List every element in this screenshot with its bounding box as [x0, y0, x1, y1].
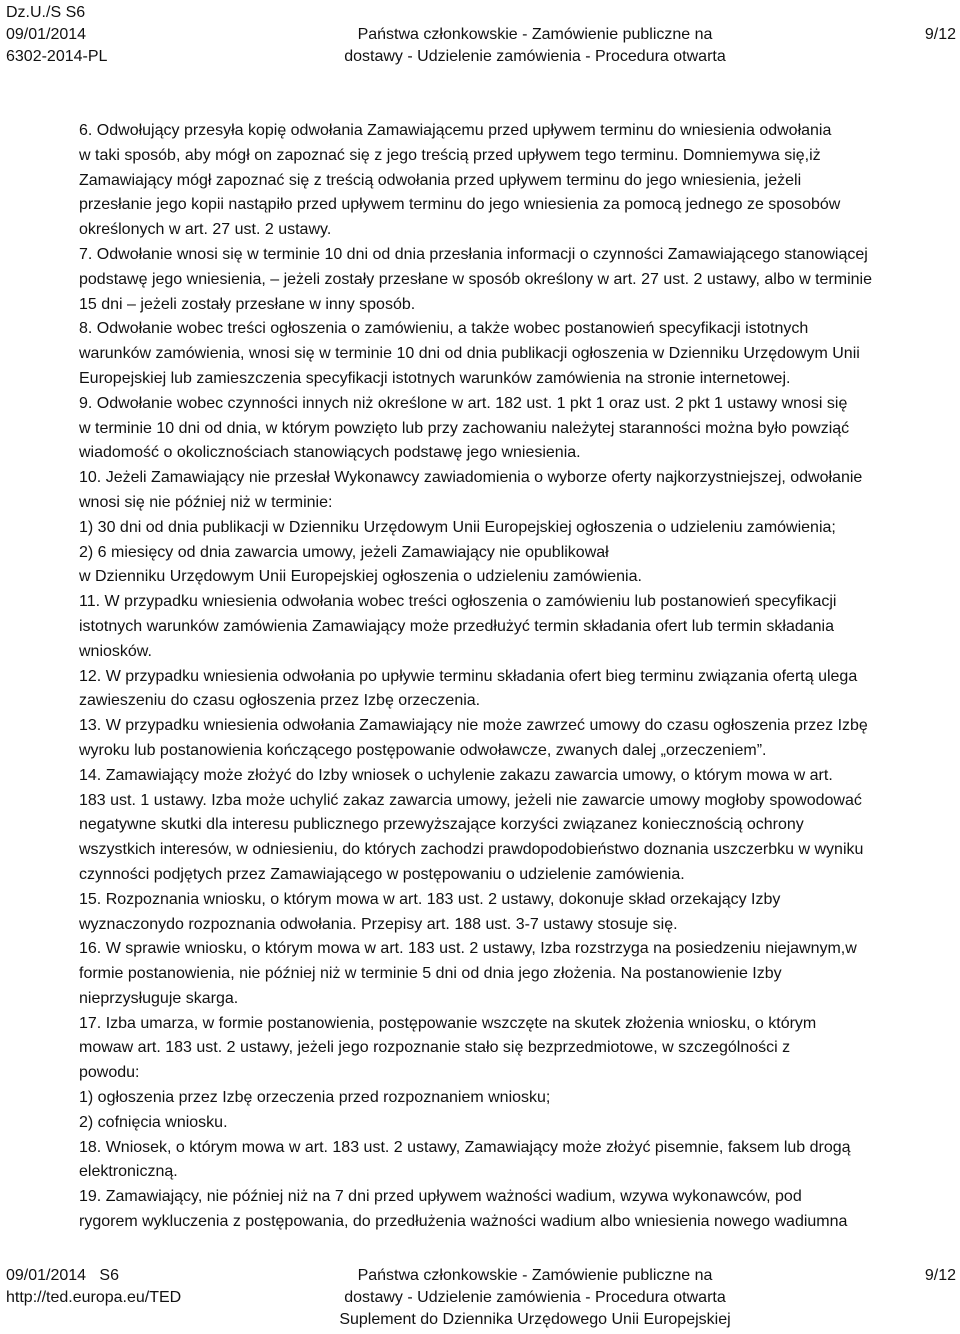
footer-title-line1: Państwa członkowskie - Zamówienie publiczne na — [357, 1267, 713, 1284]
paragraph-19: 19. Zamawiający, nie później niż na 7 dni przed upływem ważności wadium, wzywa wykonawców, pod rygorem wykluczenia z postępowania, do przedłużenia ważności wadium albo wniesienia nowego wadiumna — [79, 1188, 848, 1231]
header-page-number: 9/12 — [924, 26, 956, 43]
header-date: 09/01/2014 — [6, 26, 87, 43]
journal-reference: Dz.U./S S6 — [6, 4, 86, 21]
paragraph-10: 10. Jeżeli Zamawiający nie przesłał Wykonawcy zawiadomienia o wyborze oferty najkorzystniejszej, odwołanie wnosi się nie później niż w terminie: 1) 30 dni od dnia publikacji w Dzienniku Urzędowym Unii Europejskiej ogłoszenia o udzieleniu zamówienia; 2) 6 miesięcy od dnia zawarcia umowy, jeżeli Zamawiający nie opublikował w Dzienniku Urzędowym Unii Europejskiej ogłoszenia o udzieleniu zamówienia. — [79, 469, 863, 586]
paragraph-7: 7. Odwołanie wnosi się w terminie 10 dni od dnia przesłania informacji o czynności Zamawiającego stanowiącej podstawę jego wniesienia, – jeżeli zostały przesłane w sposób określony w art. 27 ust. 2 ustawy, albo w terminie 15 dni – jeżeli zostały przesłane w inny sposób. — [79, 245, 872, 313]
notice-number: 6302-2014-PL — [6, 48, 108, 65]
paragraph-12: 12. W przypadku wniesienia odwołania po upływie terminu składania ofert bieg terminu związania ofertą ulega zawieszeniu do czasu ogłoszenia przez Izbę orzeczenia. — [79, 667, 858, 710]
paragraph-18: 18. Wniosek, o którym mowa w art. 183 ust. 2 ustawy, Zamawiający może złożyć pisemnie, faksem lub drogą elektroniczną. — [79, 1138, 851, 1181]
paragraph-14: 14. Zamawiający może złożyć do Izby wniosek o uchylenie zakazu zawarcia umowy, o którym mowa w art. 183 ust. 1 ustawy. Izba może uchylić zakaz zawarcia umowy, jeżeli nie zawarcie umowy mogłoby spowodować negatywne skutki dla interesu publicznego przewyższające korzyści związanez koniecznością ochrony wszystkich interesów, w odniesieniu, do których zachodzi prawdopodobieństwo doznania uszczerbku w wyniku czynności podjętych przez Zamawiającego w postępowaniu o udzielenie zamówienia. — [79, 766, 864, 883]
footer-title-line2: dostawy - Udzielenie zamówienia - Procedura otwarta — [344, 1289, 726, 1306]
paragraph-17: 17. Izba umarza, w formie postanowienia, postępowanie wszczęte na skutek złożenia wniosku, o którym mowaw art. 183 ust. 2 ustawy, jeżeli jego rozpoznanie stało się bezprzedmiotowe, w szczególności z powodu: 1) ogłoszenia przez Izbę orzeczenia przed rozpoznaniem wniosku; 2) cofnięcia wniosku. — [79, 1014, 817, 1131]
paragraph-11: 11. W przypadku wniesienia odwołania wobec treści ogłoszenia o zamówieniu lub postanowień specyfikacji istotnych warunków zamówienia Zamawiający może przedłużyć termin składania ofert lub termin składania wniosków. — [79, 593, 837, 660]
footer-title — [300, 1265, 770, 1331]
paragraph-6: 6. Odwołujący przesyła kopię odwołania Zamawiającemu przed upływem terminu do wniesienia odwołania w taki sposób, aby mógł on zapoznać się z jego treścią przed upływem tego terminu. Domniemywa się,iż Zamawiający mógł zapoznać się z treścią odwołania przed upływem terminu do jego wniesienia, jeżeli przesłanie jego kopii nastąpiło przed upływem terminu do jego wniesienia za pomocą jednego ze sposobów określonych w art. 27 ust. 2 ustawy. — [79, 122, 841, 239]
page-footer — [0, 1263, 960, 1334]
header-title-line2: dostawy - Udzielenie zamówienia - Procedura otwarta — [344, 48, 726, 65]
footer-title-line3: Suplement do Dziennika Urzędowego Unii Europejskiej — [339, 1311, 731, 1328]
paragraph-9: 9. Odwołanie wobec czynności innych niż określone w art. 182 ust. 1 pkt 1 oraz ust. 2 pkt 1 ustawy wnosi się w terminie 10 dni od dnia, w którym powzięto lub przy zachowaniu należytej staranności można było powziąć wiadomość o okolicznościach stanowiących podstawę jego wniesienia. — [79, 394, 850, 462]
paragraph-16: 16. W sprawie wniosku, o którym mowa w art. 183 ust. 2 ustawy, Izba rozstrzyga na posiedzeniu niejawnym,w formie postanowienia, nie później niż w terminie 5 dni od dnia jego złożenia. Na postanowienie Izby nieprzysługuje skarga. — [79, 940, 857, 1007]
paragraph-13: 13. W przypadku wniesienia odwołania Zamawiający nie może zawrzeć umowy do czasu ogłoszenia przez Izbę wyroku lub postanowienia kończącego postępowanie odwoławcze, zwanych dalej „orzeczeniem”. — [79, 717, 868, 759]
document-body — [79, 119, 959, 1235]
header-title — [300, 24, 770, 68]
page-header — [0, 0, 960, 70]
paragraph-15: 15. Rozpoznania wniosku, o którym mowa w art. 183 ust. 2 ustawy, dokonuje skład orzekający Izby wyznaczonydo rozpoznania odwołania. Przepisy art. 188 ust. 3-7 ustawy stosuje się. — [79, 890, 781, 933]
header-title-line1: Państwa członkowskie - Zamówienie publiczne na — [357, 26, 713, 43]
footer-page-number: 9/12 — [924, 1267, 956, 1284]
paragraph-8: 8. Odwołanie wobec treści ogłoszenia o zamówieniu, a także wobec postanowień specyfikacji istotnych warunków zamówienia, wnosi się w terminie 10 dni od dnia publikacji ogłoszenia w Dzienniku Urzędowym Unii Europejskiej lub zamieszczenia specyfikacji istotnych warunków zamówienia na stronie internetowej. — [79, 320, 860, 387]
footer-url-link[interactable]: http://ted.europa.eu/TED — [6, 1289, 182, 1306]
footer-date: 09/01/2014 S6 — [6, 1267, 119, 1284]
